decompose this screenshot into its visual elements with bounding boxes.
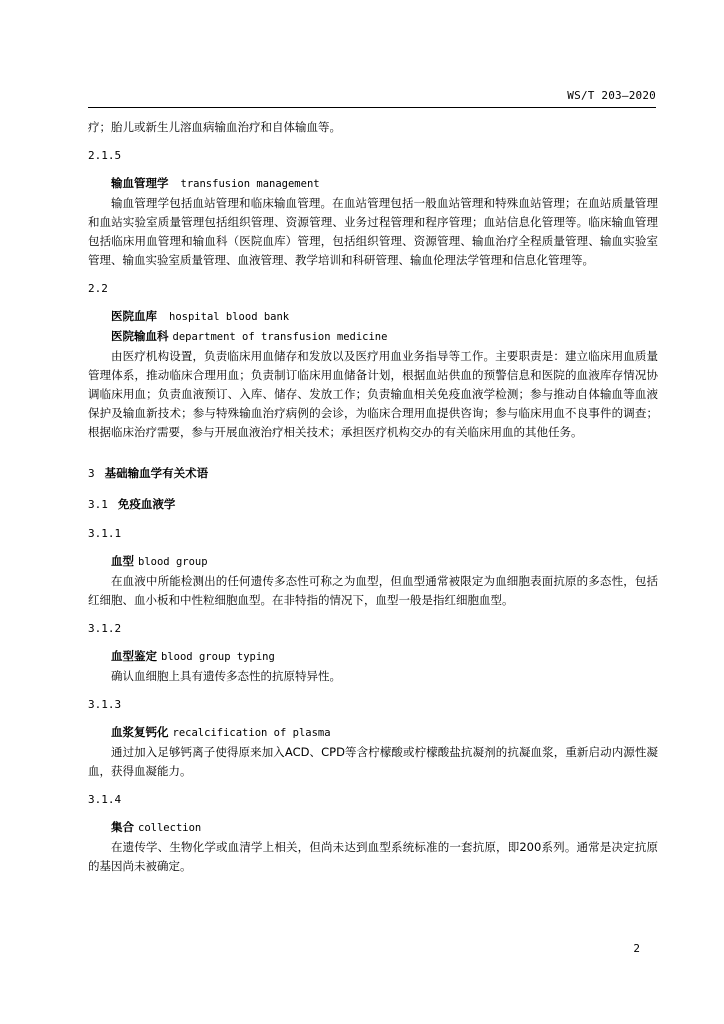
term-heading (88, 723, 658, 743)
clause-number: 3.1.4 (88, 793, 122, 806)
term-definition: 由医疗机构设置，负责临床用血储存和发放以及医疗用血业务指导等工作。主要职责是：建立临床用血质量管理体系，推动临床合理用血；负责制订临床用血储备计划，根据血站供血的预警信息和医院的血液库存情况协调临床用血；负责血液预订、入库、储存、发放工作；负责输血相关免疫血液学检测；参与推动自体输血等血液保护及输血新技术；参与特殊输血治疗病例的会诊，为临床合理用血提供咨询；参与临床用血不良事件的调查；根据临床治疗需要，参与开展血液治疗相关技术；承担医疗机构交办的有关临床用血的其他任务。 (88, 349, 658, 439)
term-english: recalcification of plasma (172, 727, 331, 739)
term-english: blood group (138, 556, 208, 568)
paragraph-continuation: 疗；胎儿或新生儿溶血病输血治疗和自体输血等。 (88, 120, 341, 134)
term-definition: 在血液中所能检测出的任何遗传多态性可称之为血型，但血型通常被限定为血细胞表面抗原的多态性，包括红细胞、血小板和中性粒细胞血型。在非特指的情况下，血型一般是指红细胞血型。 (88, 574, 658, 607)
term-heading (88, 552, 658, 572)
term-chinese: 血型鉴定 (111, 649, 157, 663)
clause-number: 3.1.3 (88, 698, 122, 711)
section-heading (88, 495, 658, 514)
term-heading (88, 818, 658, 838)
header-rule (88, 107, 656, 108)
term-english: collection (138, 822, 202, 834)
page-content (88, 118, 658, 876)
term-english: hospital blood bank (169, 311, 290, 323)
section-title: 免疫血液学 (117, 497, 176, 511)
clause-number: 2.2 (88, 282, 108, 295)
term-english: department of transfusion medicine (172, 331, 388, 343)
clause-number: 3.1.2 (88, 622, 122, 635)
term-chinese: 医院输血科 (111, 329, 169, 343)
term-heading (88, 174, 658, 194)
term-chinese: 血浆复钙化 (111, 725, 169, 739)
clause-number: 2.1.5 (88, 149, 122, 162)
chapter-title: 基础输血学有关术语 (104, 466, 209, 480)
clause-number: 3.1.1 (88, 527, 122, 540)
term-chinese: 血型 (111, 554, 134, 568)
term-heading (88, 647, 658, 667)
term-chinese: 医院血库 (111, 309, 157, 323)
term-definition: 确认血细胞上具有遗传多态性的抗原特异性。 (111, 669, 341, 683)
term-definition: 通过加入足够钙离子使得原来加入ACD、CPD等含柠檬酸或柠檬酸盐抗凝剂的抗凝血浆，重新启动内源性凝血，获得血凝能力。 (88, 745, 658, 778)
term-chinese: 集合 (111, 820, 134, 834)
page-number: 2 (633, 942, 640, 955)
term-english: blood group typing (161, 651, 275, 663)
term-definition: 输血管理学包括血站管理和临床输血管理。在血站管理包括一般血站管理和特殊血站管理；在血站质量管理和血站实验室质量管理包括组织管理、资源管理、业务过程管理和程序管理；血站信息化管理等。临床输血管理包括临床用血管理和输血科（医院血库）管理，包括组织管理、资源管理、输血治疗全程质量管理、输血实验室管理、输血实验室质量管理、血液管理、教学培训和科研管理、输血伦理法学管理和信息化管理等。 (88, 196, 658, 267)
term-chinese: 输血管理学 (111, 176, 169, 190)
term-definition: 在遗传学、生物化学或血清学上相关，但尚未达到血型系统标准的一套抗原，即200系列。通常是决定抗原的基因尚未被确定。 (88, 840, 658, 873)
term-heading (88, 327, 658, 347)
standard-number: WS/T 203—2020 (567, 89, 656, 102)
term-heading (88, 307, 658, 327)
section-number: 3.1 (88, 498, 108, 511)
term-english: transfusion management (180, 178, 320, 190)
chapter-heading (88, 464, 658, 483)
chapter-number: 3 (88, 467, 95, 480)
